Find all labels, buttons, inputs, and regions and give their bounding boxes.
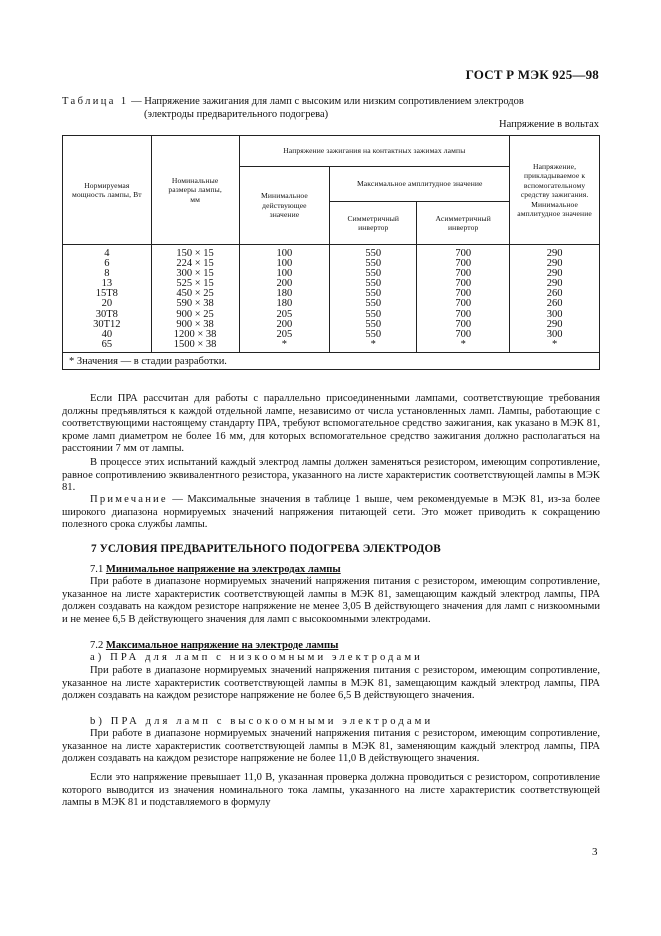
cell-asym: 700 (417, 289, 510, 299)
cell-min: 200 (239, 279, 330, 289)
table-row (63, 269, 600, 279)
subsection-7-1-heading (62, 564, 600, 577)
table-row (63, 340, 600, 353)
cell-size: 525 × 15 (151, 279, 239, 289)
cell-asym: * (417, 340, 510, 353)
cell-min: 100 (239, 259, 330, 269)
cell-aux: 290 (510, 245, 600, 260)
subsection-7-2-heading (62, 640, 600, 653)
cell-sym: 550 (330, 279, 417, 289)
cell-power: 30T12 (63, 320, 152, 330)
cell-asym: 700 (417, 269, 510, 279)
cell-sym: 550 (330, 245, 417, 260)
cell-sym: * (330, 340, 417, 353)
header-contact-voltage: Напряжение зажигания на контактных зажимах лампы (239, 136, 510, 167)
cell-power: 6 (63, 259, 152, 269)
cell-aux: 290 (510, 259, 600, 269)
cell-size: 224 × 15 (151, 259, 239, 269)
cell-aux: 300 (510, 310, 600, 320)
cell-power: 4 (63, 245, 152, 260)
cell-sym: 550 (330, 289, 417, 299)
cell-asym: 700 (417, 320, 510, 330)
cell-sym: 550 (330, 259, 417, 269)
cell-power: 30T8 (63, 310, 152, 320)
cell-min: 205 (239, 330, 330, 340)
ignition-voltage-table (62, 135, 600, 370)
table-caption (62, 96, 602, 121)
table-row (63, 279, 600, 289)
item-a-heading: а) ПРА для ламп с низкоомными электродами (90, 652, 423, 663)
cell-aux: 290 (510, 269, 600, 279)
table-row (63, 289, 600, 299)
note-label: Примечание (90, 494, 168, 505)
paragraph-test-resistor: В процессе этих испытаний каждый электрод лампы должен заменяться резистором, имеющим сопротивление, равное сопротивлению эквивалентного резистора, указанного на листе характеристик соответствующей лампы в МЭК 81. (62, 457, 600, 494)
paragraph-parallel-lamps: Если ПРА рассчитан для работы с параллельно присоединенными лампами, соответствующие требования должны предъявляться к каждой отдельной лампе, независимо от числа установленных ламп. Лампы, работающие с соответствующими настоящему стандарту ПРА, требуют вспомогательное средство зажигания, как указано в МЭК 81, кроме ламп диаметром не более 16 мм, для которых вспомогательное средство зажигания должно располагаться на расстоянии 7 мм от лампы. (62, 393, 600, 455)
cell-size: 300 × 15 (151, 269, 239, 279)
cell-asym: 700 (417, 299, 510, 309)
table-row (63, 259, 600, 269)
table-caption-line1: — Напряжение зажигания для ламп с высоким или низким сопротивлением электродов (128, 96, 524, 107)
cell-power: 20 (63, 299, 152, 309)
cell-aux: 260 (510, 299, 600, 309)
cell-power: 40 (63, 330, 152, 340)
cell-aux: 290 (510, 279, 600, 289)
item-b-text: При работе в диапазоне нормируемых значений напряжения питания с резистором, имеющим сопротивление, указанное на листе характеристик соответствующей лампы в МЭК 81, заменяющим каждый электрод лампы, ПРА должен создавать на каждом резисторе напряжение не более 11,0 В действующего значения. (62, 728, 600, 765)
cell-asym: 700 (417, 245, 510, 260)
table-row (63, 245, 600, 260)
table-row (63, 310, 600, 320)
table-row (63, 330, 600, 340)
cell-aux: 300 (510, 330, 600, 340)
cell-aux: * (510, 340, 600, 353)
table-row (63, 320, 600, 330)
header-min-rms: Минимальное действующее значение (239, 167, 330, 245)
cell-power: 15T8 (63, 289, 152, 299)
cell-min: 100 (239, 269, 330, 279)
cell-asym: 700 (417, 310, 510, 320)
table-caption-label: Таблица 1 (62, 96, 129, 107)
header-max-amplitude: Максимальное амплитудное значение (330, 167, 510, 202)
cell-aux: 290 (510, 320, 600, 330)
cell-sym: 550 (330, 310, 417, 320)
cell-sym: 550 (330, 269, 417, 279)
table-footnote: * Значения — в стадии разработки. (63, 352, 600, 369)
subsection-7-1-text: При работе в диапазоне нормируемых значений напряжения питания с резистором, имеющим сопротивление, указанное на листе характеристик соответствующей лампы в МЭК 81, замещающим каждый электрод лампы, ПРА должен создавать на каждом резисторе напряжение не менее 3,05 В действующего значения для ламп с низкоомными и не менее 6,5 В действующего значения для ламп с высокоомными электродами. (62, 576, 600, 625)
cell-min: 180 (239, 299, 330, 309)
section-7-title: 7 УСЛОВИЯ ПРЕДВАРИТЕЛЬНОГО ПОДОГРЕВА ЭЛЕКТРОДОВ (91, 543, 441, 555)
cell-power: 8 (63, 269, 152, 279)
cell-aux: 260 (510, 289, 600, 299)
header-power: Нормируемая мощность лампы, Вт (63, 136, 152, 245)
standard-code-header: ГОСТ Р МЭК 925—98 (465, 67, 599, 82)
table-row (63, 299, 600, 309)
subsection-7-1-number: 7.1 (90, 564, 106, 575)
paragraph-formula-intro: Если это напряжение превышает 11,0 В, указанная проверка должна проводиться с резистором, сопротивление которого выводится из значения номинального тока лампы, указанного на листе характеристик соответствующей лампы в МЭК 81 и подставляемого в формулу (62, 772, 600, 809)
cell-asym: 700 (417, 279, 510, 289)
cell-sym: 550 (330, 320, 417, 330)
subsection-7-1-title: Минимальное напряжение на электродах лампы (105, 564, 341, 575)
cell-min: 205 (239, 310, 330, 320)
page-number: 3 (592, 846, 598, 858)
cell-size: 450 × 25 (151, 289, 239, 299)
table-units-note: Напряжение в вольтах (499, 119, 599, 130)
item-a-text: При работе в диапазоне нормируемых значений напряжения питания с резистором, имеющим сопротивление, указанное на листе характеристик соответствующей лампы в МЭК 81, замещающим каждый электрод лампы, ПРА должен создавать на каждом резисторе напряжение не более 6,5 В действующего значения. (62, 665, 600, 702)
cell-asym: 700 (417, 330, 510, 340)
subsection-7-2-number: 7.2 (90, 640, 106, 651)
cell-size: 1200 × 38 (151, 330, 239, 340)
cell-size: 150 × 15 (151, 245, 239, 260)
subsection-7-2-title: Максимальное напряжение на электроде лампы (105, 640, 339, 651)
cell-power: 13 (63, 279, 152, 289)
header-asymmetric-inverter: Асимметричный инвертор (417, 202, 510, 245)
header-size: Номинальные размеры лампы, мм (151, 136, 239, 245)
cell-size: 590 × 38 (151, 299, 239, 309)
cell-min: 180 (239, 289, 330, 299)
cell-min: 200 (239, 320, 330, 330)
cell-power: 65 (63, 340, 152, 353)
cell-size: 900 × 38 (151, 320, 239, 330)
header-symmetric-inverter: Симметричный инвертор (330, 202, 417, 245)
cell-size: 1500 × 38 (151, 340, 239, 353)
cell-sym: 550 (330, 299, 417, 309)
header-aux-voltage: Напряжение, прикладываемое к вспомогательному средству зажигания. Минимальное амплитудное значение (510, 136, 600, 245)
cell-size: 900 × 25 (151, 310, 239, 320)
note (62, 494, 600, 532)
item-b-heading: b) ПРА для ламп с высокоомными электродами (90, 716, 434, 727)
cell-asym: 700 (417, 259, 510, 269)
table-caption-line2: (электроды предварительного подогрева) (144, 108, 329, 120)
cell-min: * (239, 340, 330, 353)
cell-min: 100 (239, 245, 330, 260)
note-text: — Максимальные значения в таблице 1 выше, чем рекомендуемые в МЭК 81, из-за более широкого диапазона нормируемых значений напряжения питающей сети. Это может приводить к сокращению полезного срока службы лампы. (62, 494, 600, 531)
table-body (63, 245, 600, 353)
cell-sym: 550 (330, 330, 417, 340)
